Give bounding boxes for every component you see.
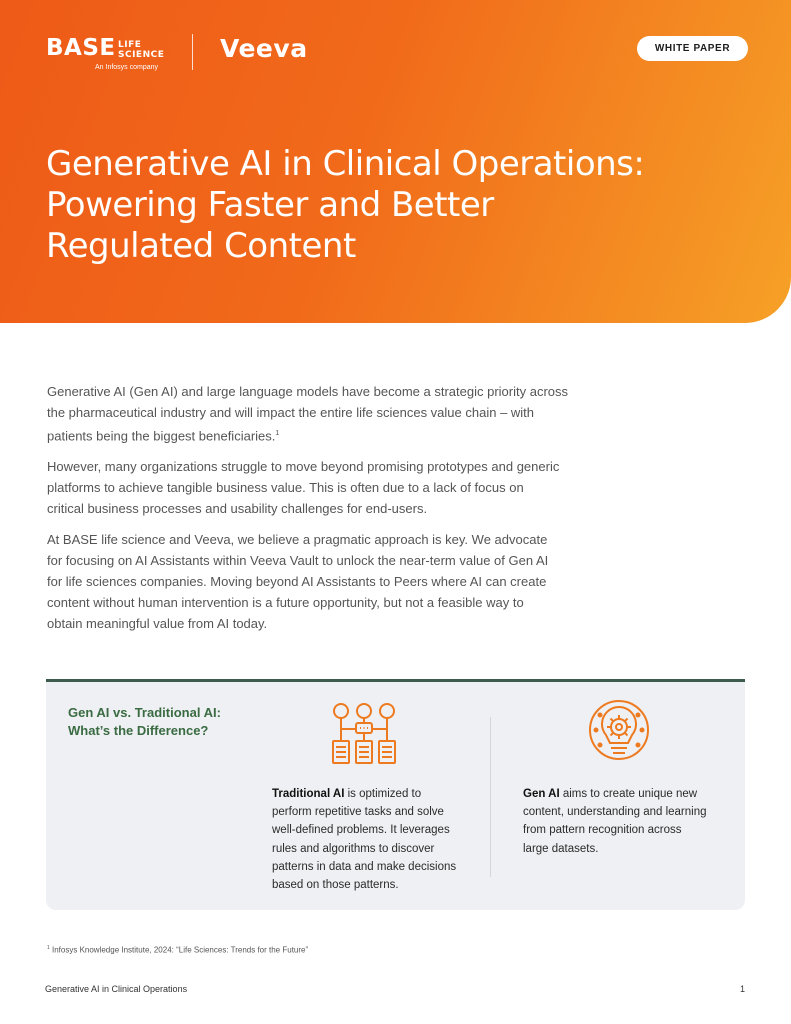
text-line: content, understanding and learning [523,806,707,819]
text-line: platforms to achieve tangible business value. This is often due to a lack of focus on [47,480,524,496]
text-line: perform repetitive tasks and solve [272,806,444,819]
intro-section [47,381,587,644]
footnote-text: Infosys Knowledge Institute, 2024: “Life Sciences: Trends for the Future” [49,945,309,955]
page-title [46,144,746,267]
footer-doc-title: Generative AI in Clinical Operations [45,984,188,994]
veeva-logo: Veeva [220,34,308,63]
gen-ai-term: Gen AI [523,788,560,800]
text-line: for focusing on AI Assistants within Veeva Vault to unlock the near-term value of Gen AI [47,553,549,569]
column-divider [490,717,491,877]
text-line: well-defined problems. It leverages [272,824,450,837]
text-line: Generative AI (Gen AI) and large language models have become a strategic priority across [47,384,569,399]
intro-paragraph-1 [47,381,587,446]
heading-line-2: What’s the Difference? [68,723,209,738]
text-line: from pattern recognition across [523,824,682,837]
network-documents-icon [329,699,399,769]
text-fragment: patients being the biggest beneficiaries. [47,428,276,444]
title-line-2: Powering Faster and Better [46,185,494,225]
comparison-heading [68,704,221,740]
page-number: 1 [740,984,746,994]
text-line: the pharmaceutical industry and will impact the entire life sciences value chain – with [47,405,535,420]
traditional-ai-description [272,785,456,894]
footnote-ref[interactable]: 1 [275,430,280,437]
base-logo: BASE [46,35,116,61]
logo-life-text: LIFE [118,40,142,50]
text-line: At BASE life science and Veeva, we believe a pragmatic approach is key. We advocate [47,532,548,548]
text-line: content without human intervention is a future opportunity, but not a feasible way to [47,595,524,611]
footnote [47,945,308,955]
text-line: critical business processes and usability challenges for end-users. [47,501,428,517]
text-fragment: is optimized to [344,788,422,800]
text-fragment: aims to create unique new [559,788,698,800]
comparison-panel [46,679,745,910]
ai-lightbulb-gear-icon [586,699,652,765]
intro-paragraph-3 [47,529,587,634]
title-line-3: Regulated Content [46,226,356,266]
text-line [47,423,587,446]
text-line: for life sciences companies. Moving beyond AI Assistants to Peers where AI can create [47,574,547,590]
text-line [523,785,707,803]
text-line: large datasets. [523,842,599,855]
text-line: patterns in data and make decisions [272,860,457,873]
text-line: based on those patterns. [272,879,399,892]
hero-banner [0,0,791,323]
white-paper-badge: WHITE PAPER [637,36,748,61]
life-science-wordmark [118,40,164,60]
gen-ai-description [523,785,707,858]
text-line: rules and algorithms to discover [272,842,435,855]
text-line: obtain meaningful value from AI today. [47,616,268,632]
footnote-number: 1 [47,945,50,951]
infosys-tagline: An Infosys company [95,64,159,71]
text-line: However, many organizations struggle to move beyond promising prototypes and generic [47,459,560,475]
title-line-1: Generative AI in Clinical Operations: [46,144,645,184]
logo-science-text: SCIENCE [118,50,165,60]
traditional-ai-term: Traditional AI [272,788,345,800]
text-line [272,785,456,803]
intro-paragraph-2 [47,456,587,519]
logo-divider [192,34,193,70]
heading-line-1: Gen AI vs. Traditional AI: [68,705,221,720]
